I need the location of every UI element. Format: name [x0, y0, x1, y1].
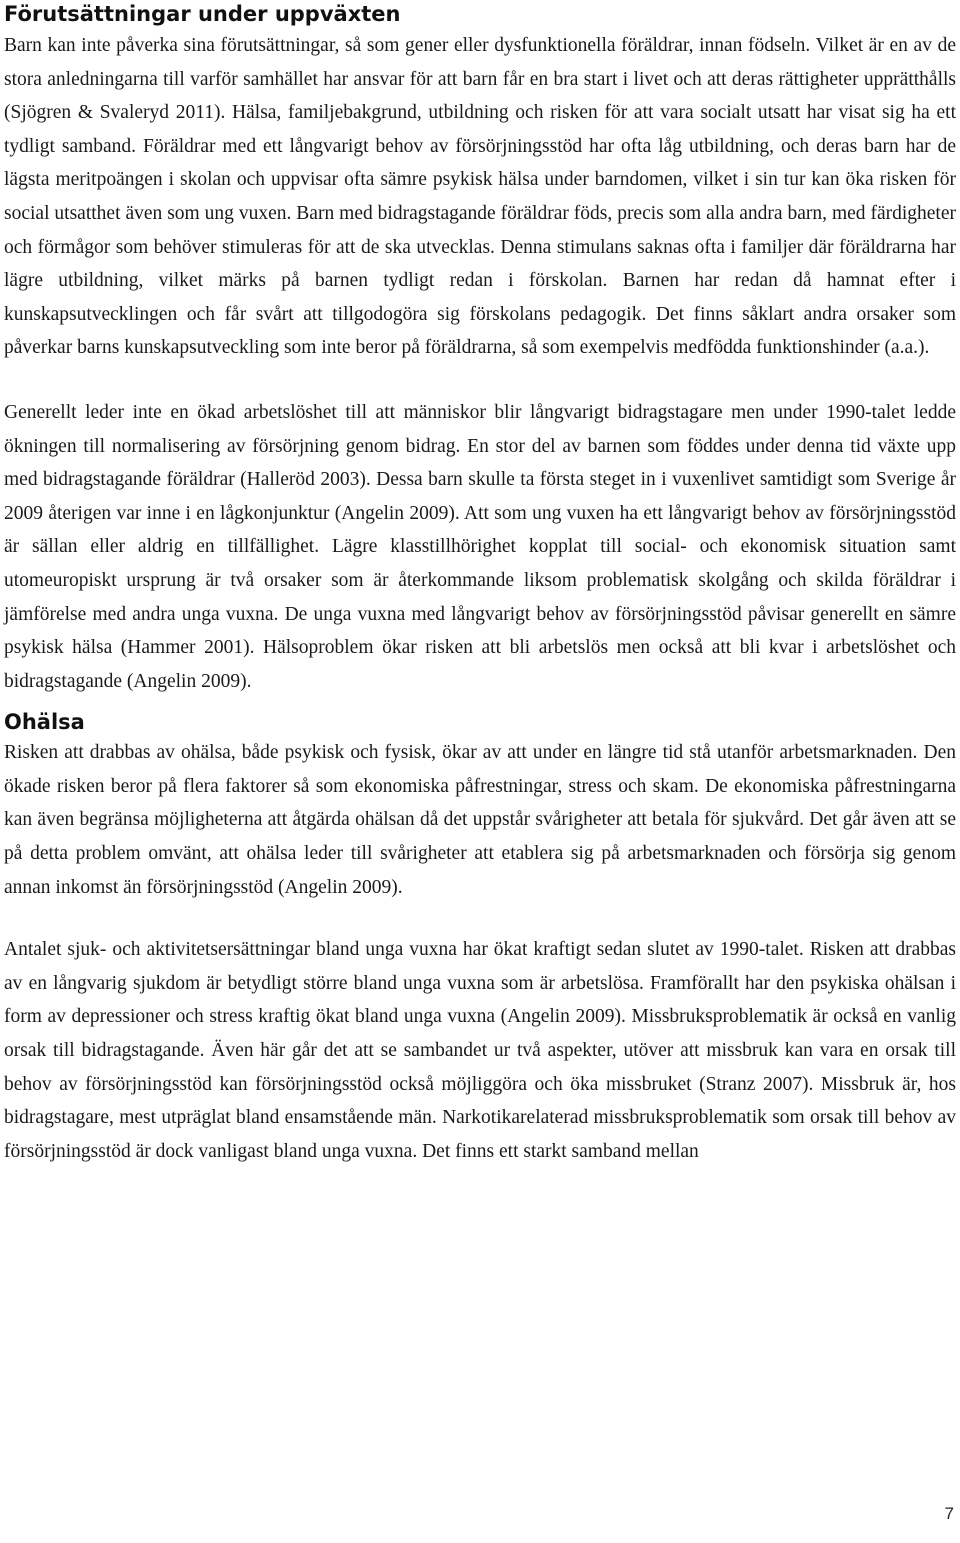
page-content [4, 0, 956, 1168]
paragraph: Barn kan inte påverka sina förutsättningar, så som gener eller dysfunktionella föräldrar, innan födseln. Vilket är en av de stora anledningarna till varför samhället har ansvar för att barn får en bra start i livet och att deras rättigheter upprätthålls (Sjögren & Svaleryd 2011). Hälsa, familjebakgrund, utbildning och risken för att vara socialt utsatt har visat sig ha ett tydligt samband. Föräldrar med ett långvarigt behov av försörjningsstöd har ofta låg utbildning, och deras barn har de lägsta meritpoängen i skolan och uppvisar ofta sämre psykisk hälsa under barndomen, vilket i sin tur kan öka risken för social utsatthet även som ung vuxen. Barn med bidragstagande föräldrar föds, precis som alla andra barn, med färdigheter och förmågor som behöver stimuleras för att de ska utvecklas. Denna stimulans saknas ofta i familjer där föräldrarna har lägre utbildning, vilket märks på barnen tydligt redan i förskolan. Barnen har redan då hamnat efter i kunskapsutvecklingen och får svårt att tillgodogöra sig förskolans pedagogik. Det finns såklart andra orsaker som påverkar barns kunskapsutveckling som inte beror på föräldrarna, så som exempelvis medfödda funktionshinder (a.a.). [4, 35, 956, 359]
section-heading-ohalsa: Ohälsa [4, 710, 85, 735]
paragraph: Risken att drabbas av ohälsa, både psykisk och fysisk, ökar av att under en längre tid stå utanför arbetsmarknaden. Den ökade risken beror på flera faktorer så som ekonomiska påfrestningar, stress och skam. De ekonomiska påfrestningarna kan även begränsa möjligheterna att åtgärda ohälsan då det uppstår svårigheter att betala för sjukvård. Det går även att se på detta problem omvänt, att ohälsa leder till svårigheter att etablera sig på arbetsmarknaden och försörja sig genom annan inkomst än försörjningsstöd (Angelin 2009). [4, 742, 956, 898]
paragraph: Antalet sjuk- och aktivitetsersättningar bland unga vuxna har ökat kraftigt sedan slutet av 1990-talet. Risken att drabbas av en långvarig sjukdom är betydligt större bland unga vuxna som är arbetslösa. Framförallt har den psykiska ohälsan i form av depressioner och stress kraftig ökat bland unga vuxna (Angelin 2009). Missbruksproblematik är också en vanlig orsak till bidragstagande. Även här går det att se sambandet ur två aspekter, utöver att missbruk kan vara en orsak till behov av försörjningsstöd kan försörjningsstöd också möjliggöra och öka missbruket (Stranz 2007). Missbruk är, hos bidragstagare, mest utpräglat bland ensamstående män. Narkotikarelaterad missbruksproblematik som orsak till behov av försörjningsstöd är dock vanligast bland unga vuxna. Det finns ett starkt samband mellan [4, 939, 956, 1162]
paragraph: Generellt leder inte en ökad arbetslöshet till att människor blir långvarigt bidragstagare men under 1990-talet ledde ökningen till normalisering av försörjning genom bidrag. En stor del av barnen som föddes under denna tid växte upp med bidragstagande föräldrar (Halleröd 2003). Dessa barn skulle ta första steget in i vuxenlivet samtidigt som Sverige år 2009 återigen var inne i en lågkonjunktur (Angelin 2009). Att som ung vuxen ha ett långvarigt behov av försörjningsstöd är sällan eller aldrig en tillfällighet. Lägre klasstillhörighet kopplat till social- och ekonomisk situation samt utomeuropiskt ursprung är två orsaker som är återkommande liksom problematisk skolgång och skilda föräldrar i jämförelse med andra unga vuxna. De unga vuxna med långvarigt behov av försörjningsstöd påvisar generellt en sämre psykisk hälsa (Hammer 2001). Hälsoproblem ökar risken att bli arbetslös men också att bli kvar i arbetslöshet och bidragstagande (Angelin 2009). [4, 401, 956, 692]
page-number: 7 [944, 1504, 954, 1523]
section-heading-forutsattningar: Förutsättningar under uppväxten [4, 2, 401, 26]
